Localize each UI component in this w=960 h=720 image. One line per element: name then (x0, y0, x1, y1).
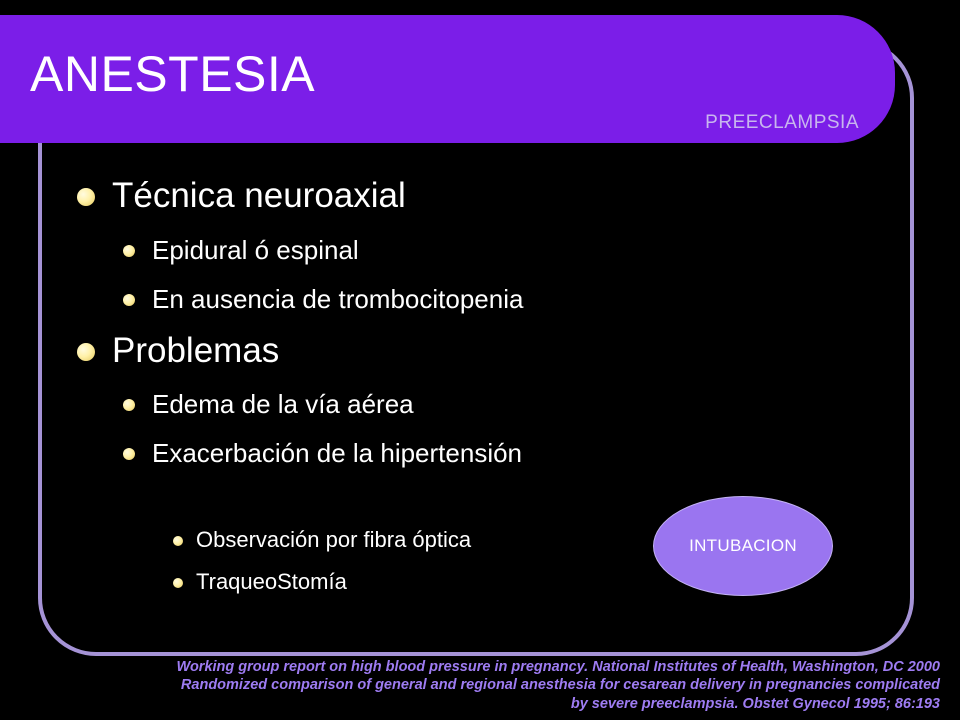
bullet-text: En ausencia de trombocitopenia (152, 284, 524, 314)
bullet-text: Edema de la vía aérea (152, 389, 414, 419)
references (177, 658, 940, 713)
bullet-text: Exacerbación de la hipertensión (152, 438, 523, 468)
reference-line: by severe preeclampsia. Obstet Gynecol 1995; 86:193 (570, 695, 940, 712)
bullet-text: TraqueoStomía (196, 569, 347, 594)
bullet-text: Técnica neuroaxial (112, 176, 406, 215)
callout-label: INTUBACION (689, 536, 797, 555)
slide-title: ANESTESIA (30, 46, 316, 102)
reference-line: Working group report on high blood pressure in pregnancy. National Institutes of Health, Washington, DC 2000 (176, 659, 940, 675)
reference-line: Randomized comparison of general and regional anesthesia for cesarean delivery in pregnancies complicated (180, 677, 940, 694)
slide-subtitle: PREECLAMPSIA (705, 112, 859, 133)
intubacion-callout (653, 496, 833, 596)
bullet-text: Observación por fibra óptica (196, 527, 472, 552)
bullet-text: Epidural ó espinal (152, 235, 359, 265)
bullet-text: Problemas (112, 331, 280, 370)
title-band (0, 15, 895, 143)
